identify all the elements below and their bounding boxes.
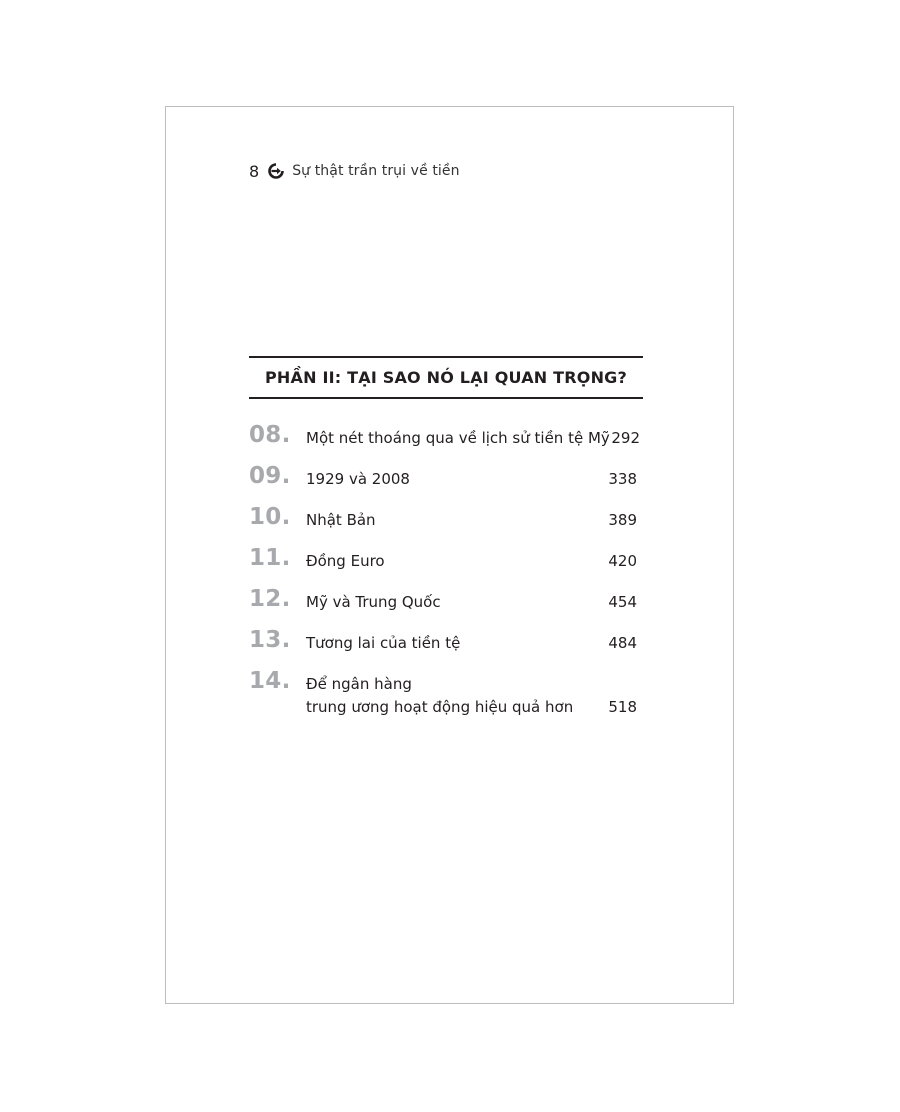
chapter-number: 08.	[249, 422, 291, 448]
chapter-page: 420	[608, 552, 637, 570]
chapter-number: 11.	[249, 545, 291, 571]
chapter-title	[306, 591, 441, 614]
book-title: Sự thật trần trụi về tiền	[292, 163, 460, 179]
chapter-title-line: Để ngân hàng	[306, 675, 412, 693]
chapter-title-line: Một nét thoáng qua về lịch sử tiền tệ Mỹ	[306, 429, 610, 447]
chapter-number: 10.	[249, 504, 291, 530]
chapter-page: 454	[608, 593, 637, 611]
section-heading: PHẦN II: TẠI SAO NÓ LẠI QUAN TRỌNG?	[249, 356, 643, 399]
page-number: 8	[249, 161, 260, 181]
chapter-title-line: Đồng Euro	[306, 552, 385, 570]
chapter-title	[306, 550, 385, 573]
arrow-circle-icon	[268, 163, 284, 179]
toc-entry	[249, 500, 643, 541]
toc-entry	[249, 582, 643, 623]
toc-entry	[249, 623, 643, 664]
table-of-contents	[249, 418, 643, 724]
chapter-number: 09.	[249, 463, 291, 489]
chapter-number: 13.	[249, 627, 291, 653]
chapter-page: 518	[608, 698, 637, 716]
chapter-title-line: Mỹ và Trung Quốc	[306, 593, 441, 611]
chapter-title	[306, 673, 573, 719]
chapter-title-line: Nhật Bản	[306, 511, 376, 529]
chapter-number: 14.	[249, 668, 291, 694]
toc-entry	[249, 418, 643, 459]
toc-entry	[249, 541, 643, 582]
chapter-page: 338	[608, 470, 637, 488]
toc-entry	[249, 459, 643, 500]
chapter-page: 484	[608, 634, 637, 652]
chapter-title-line: Tương lai của tiền tệ	[306, 634, 461, 652]
chapter-title	[306, 632, 460, 655]
chapter-title	[306, 427, 610, 450]
chapter-page: 389	[608, 511, 637, 529]
chapter-title	[306, 509, 376, 532]
running-head	[249, 159, 460, 183]
chapter-page: 292	[611, 429, 640, 447]
chapter-title-line: trung ương hoạt động hiệu quả hơn	[306, 698, 574, 716]
chapter-number: 12.	[249, 586, 291, 612]
chapter-title-line: 1929 và 2008	[306, 470, 410, 488]
toc-entry	[249, 664, 643, 724]
chapter-title	[306, 468, 410, 491]
